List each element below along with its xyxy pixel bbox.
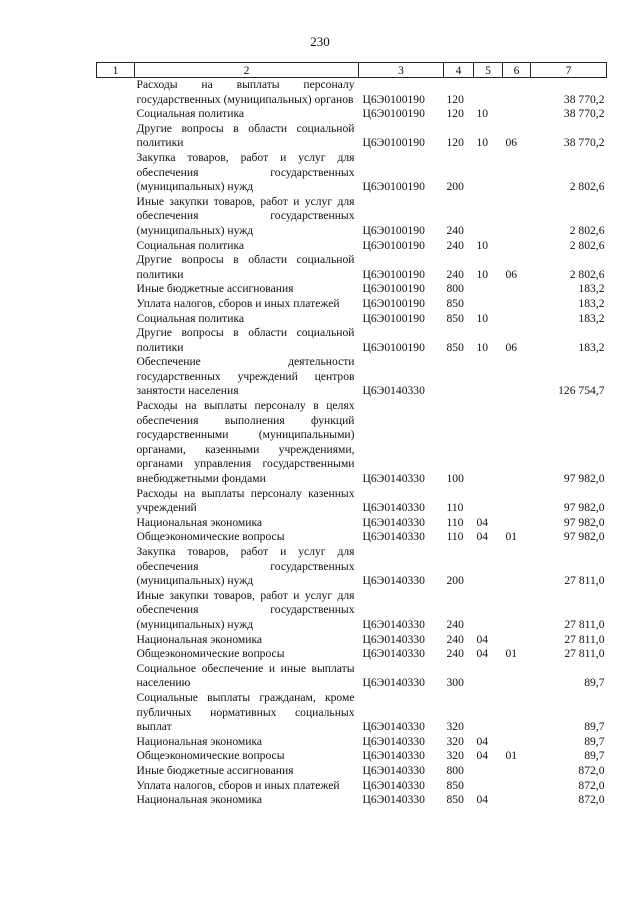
cell-number — [97, 312, 135, 327]
cell-section — [474, 78, 503, 108]
cell-name: Расходы на выплаты персоналу казенных учреждений — [136, 486, 355, 515]
table-row — [97, 239, 607, 254]
cell-section: 04 — [476, 793, 489, 807]
cell-target-code: Ц6Э0140330 — [362, 793, 425, 807]
cell-expense-type: 240 — [446, 617, 464, 631]
cell-number — [97, 297, 135, 312]
cell-target-code: Ц6Э0100190 — [362, 296, 425, 310]
cell-name: Национальная экономика — [136, 632, 263, 646]
cell-subsection: 01 — [505, 749, 518, 763]
cell-subsection — [503, 355, 531, 399]
cell-amount: 38 770,2 — [563, 136, 605, 150]
cell-number — [97, 749, 135, 764]
table-row — [97, 107, 607, 122]
cell-subsection — [503, 793, 531, 808]
cell-section — [474, 691, 503, 735]
cell-amount: 27 811,0 — [564, 617, 605, 631]
header-col-1: 1 — [97, 63, 135, 78]
cell-target-code: Ц6Э0140330 — [362, 647, 425, 661]
cell-amount: 89,7 — [584, 734, 605, 748]
cell-amount: 97 982,0 — [563, 530, 605, 544]
cell-section: 10 — [476, 311, 489, 325]
cell-number — [97, 647, 135, 662]
cell-number — [97, 589, 135, 633]
table-row — [97, 545, 607, 589]
cell-section: 04 — [476, 647, 489, 661]
cell-amount: 38 770,2 — [563, 92, 605, 106]
cell-name: Расходы на выплаты персоналу государственных (муниципальных) органов — [136, 78, 355, 106]
cell-name: Национальная экономика — [136, 734, 263, 748]
cell-number — [97, 516, 135, 531]
cell-expense-type: 320 — [446, 749, 464, 763]
table-row — [97, 297, 607, 312]
table-row — [97, 691, 607, 735]
cell-section — [474, 151, 503, 195]
cell-expense-type: 800 — [446, 282, 464, 296]
cell-subsection — [503, 151, 531, 195]
table-row — [97, 662, 607, 691]
cell-section: 10 — [476, 267, 489, 281]
cell-expense-type: 240 — [446, 647, 464, 661]
cell-section: 04 — [476, 515, 489, 529]
cell-amount: 872,0 — [578, 793, 605, 807]
cell-expense-type: 110 — [446, 515, 464, 529]
cell-section — [474, 282, 503, 297]
cell-number — [97, 326, 135, 355]
cell-expense-type: 300 — [446, 676, 464, 690]
table-row — [97, 764, 607, 779]
cell-name: Общеэкономические вопросы — [136, 647, 285, 661]
cell-number — [97, 195, 135, 239]
cell-subsection — [503, 545, 531, 589]
table-row — [97, 589, 607, 633]
cell-name: Уплата налогов, сборов и иных платежей — [136, 778, 340, 792]
cell-amount: 2 802,6 — [569, 267, 605, 281]
cell-section — [474, 297, 503, 312]
cell-target-code: Ц6Э0100190 — [362, 238, 425, 252]
cell-section: 04 — [476, 632, 489, 646]
cell-subsection — [503, 239, 531, 254]
cell-amount: 872,0 — [578, 778, 605, 792]
cell-section — [474, 662, 503, 691]
cell-amount: 872,0 — [578, 763, 605, 777]
cell-number — [97, 530, 135, 545]
cell-number — [97, 253, 135, 282]
cell-subsection — [503, 399, 531, 487]
cell-name: Уплата налогов, сборов и иных платежей — [136, 296, 340, 310]
cell-target-code: Ц6Э0140330 — [362, 734, 425, 748]
cell-target-code: Ц6Э0100190 — [362, 136, 425, 150]
cell-expense-type: 110 — [446, 530, 464, 544]
cell-number — [97, 78, 135, 108]
cell-name: Национальная экономика — [136, 793, 263, 807]
cell-number — [97, 735, 135, 750]
table-row — [97, 326, 607, 355]
cell-number — [97, 151, 135, 195]
cell-subsection — [503, 662, 531, 691]
cell-number — [97, 545, 135, 589]
table-row — [97, 779, 607, 794]
cell-section — [474, 355, 503, 399]
cell-amount: 183,2 — [578, 296, 605, 310]
cell-name: Закупка товаров, работ и услуг для обеспечения государственных (муниципальных) нужд — [136, 150, 355, 194]
cell-section: 10 — [476, 238, 489, 252]
cell-expense-type: 120 — [446, 107, 464, 121]
cell-target-code: Ц6Э0140330 — [362, 384, 425, 398]
table-row — [97, 633, 607, 648]
cell-expense-type: 240 — [446, 632, 464, 646]
cell-target-code: Ц6Э0140330 — [362, 530, 425, 544]
cell-target-code: Ц6Э0100190 — [362, 340, 425, 354]
cell-section — [474, 487, 503, 516]
cell-target-code: Ц6Э0100190 — [362, 92, 425, 106]
cell-expense-type: 850 — [446, 778, 464, 792]
table-body — [97, 78, 607, 808]
table-row — [97, 195, 607, 239]
cell-subsection: 06 — [505, 136, 518, 150]
table-row — [97, 151, 607, 195]
cell-target-code: Ц6Э0100190 — [362, 311, 425, 325]
cell-expense-type: 850 — [446, 311, 464, 325]
cell-expense-type: 200 — [446, 180, 464, 194]
cell-section: 04 — [476, 749, 489, 763]
table-row — [97, 735, 607, 750]
cell-subsection: 01 — [505, 647, 518, 661]
cell-amount: 27 811,0 — [564, 632, 605, 646]
cell-target-code: Ц6Э0140330 — [362, 778, 425, 792]
cell-amount: 183,2 — [578, 340, 605, 354]
cell-section: 04 — [476, 530, 489, 544]
cell-number — [97, 793, 135, 808]
cell-expense-type: 100 — [446, 472, 464, 486]
cell-expense-type — [444, 355, 474, 399]
table-row — [97, 122, 607, 151]
table-row — [97, 78, 607, 108]
cell-expense-type: 120 — [446, 92, 464, 106]
page-number: 230 — [310, 34, 330, 49]
cell-name: Другие вопросы в области социальной политики — [136, 121, 355, 150]
cell-amount: 97 982,0 — [563, 472, 605, 486]
cell-name: Расходы на выплаты персоналу в целях обеспечения выполнения функций государственными (муниципальными) органами, казенными учреждениями, органами управления государственными внебюджетными фондами — [136, 399, 355, 486]
cell-expense-type: 850 — [446, 296, 464, 310]
cell-amount: 38 770,2 — [563, 107, 605, 121]
cell-section: 04 — [476, 734, 489, 748]
cell-expense-type: 240 — [446, 238, 464, 252]
cell-subsection — [503, 78, 531, 108]
cell-target-code: Ц6Э0140330 — [362, 749, 425, 763]
header-col-5: 5 — [474, 63, 503, 78]
cell-number — [97, 487, 135, 516]
cell-target-code: Ц6Э0140330 — [362, 515, 425, 529]
cell-subsection — [503, 282, 531, 297]
cell-subsection — [503, 589, 531, 633]
cell-name: Социальная политика — [136, 311, 245, 325]
cell-target-code: Ц6Э0140330 — [362, 574, 425, 588]
cell-number — [97, 691, 135, 735]
cell-name: Национальная экономика — [136, 515, 263, 529]
cell-name: Общеэкономические вопросы — [136, 530, 285, 544]
cell-target-code: Ц6Э0100190 — [362, 107, 425, 121]
cell-target-code: Ц6Э0140330 — [362, 472, 425, 486]
cell-name: Иные закупки товаров, работ и услуг для обеспечения государственных (муниципальных) нужд — [136, 194, 355, 237]
cell-section: 10 — [476, 107, 489, 121]
cell-subsection — [503, 107, 531, 122]
cell-name: Социальная политика — [136, 238, 245, 252]
header-col-6: 6 — [503, 63, 531, 78]
cell-subsection — [503, 779, 531, 794]
cell-expense-type: 240 — [446, 267, 464, 281]
cell-subsection — [503, 633, 531, 648]
cell-expense-type: 110 — [446, 501, 464, 515]
cell-subsection — [503, 487, 531, 516]
cell-name: Обеспечение деятельности государственных учреждений центров занятости населения — [136, 355, 355, 398]
cell-number — [97, 122, 135, 151]
cell-expense-type: 320 — [446, 720, 464, 734]
cell-amount: 97 982,0 — [563, 515, 605, 529]
cell-number — [97, 633, 135, 648]
cell-name: Социальная политика — [136, 107, 245, 121]
cell-subsection: 06 — [505, 267, 518, 281]
cell-name: Общеэкономические вопросы — [136, 749, 285, 763]
cell-name: Закупка товаров, работ и услуг для обеспечения государственных (муниципальных) нужд — [136, 545, 355, 588]
cell-subsection — [503, 516, 531, 531]
cell-subsection: 06 — [505, 340, 518, 354]
cell-expense-type: 850 — [446, 793, 464, 807]
cell-subsection — [503, 312, 531, 327]
table-row — [97, 793, 607, 808]
header-col-2: 2 — [135, 63, 359, 78]
table-row — [97, 516, 607, 531]
cell-amount: 2 802,6 — [569, 238, 605, 252]
header-row — [97, 63, 607, 78]
cell-subsection — [503, 297, 531, 312]
cell-section: 10 — [476, 340, 489, 354]
cell-expense-type: 320 — [446, 734, 464, 748]
cell-name: Иные закупки товаров, работ и услуг для обеспечения государственных (муниципальных) нужд — [136, 588, 355, 631]
cell-amount: 89,7 — [584, 676, 605, 690]
cell-expense-type: 120 — [446, 136, 464, 150]
cell-target-code: Ц6Э0100190 — [362, 180, 425, 194]
cell-expense-type: 850 — [446, 340, 464, 354]
cell-amount: 126 754,7 — [558, 384, 605, 398]
cell-target-code: Ц6Э0100190 — [362, 282, 425, 296]
table-row — [97, 530, 607, 545]
cell-target-code: Ц6Э0140330 — [362, 763, 425, 777]
cell-target-code: Ц6Э0100190 — [362, 223, 425, 237]
cell-number — [97, 399, 135, 487]
table-row — [97, 647, 607, 662]
cell-number — [97, 779, 135, 794]
cell-amount: 183,2 — [578, 311, 605, 325]
header-col-3: 3 — [359, 63, 444, 78]
cell-amount: 89,7 — [584, 749, 605, 763]
cell-number — [97, 107, 135, 122]
table-row — [97, 312, 607, 327]
cell-subsection — [503, 691, 531, 735]
cell-amount: 89,7 — [584, 720, 605, 734]
cell-name: Иные бюджетные ассигнования — [136, 282, 294, 296]
cell-name: Другие вопросы в области социальной политики — [136, 253, 355, 281]
cell-target-code: Ц6Э0140330 — [362, 501, 425, 515]
cell-target-code: Ц6Э0140330 — [362, 632, 425, 646]
cell-name: Иные бюджетные ассигнования — [136, 763, 294, 777]
cell-number — [97, 239, 135, 254]
cell-amount: 2 802,6 — [569, 223, 605, 237]
cell-target-code: Ц6Э0140330 — [362, 617, 425, 631]
table-row — [97, 282, 607, 297]
table-row — [97, 399, 607, 487]
header-col-7: 7 — [531, 63, 607, 78]
table-row — [97, 487, 607, 516]
table-row — [97, 355, 607, 399]
cell-number — [97, 282, 135, 297]
cell-amount: 27 811,0 — [564, 574, 605, 588]
cell-name: Другие вопросы в области социальной политики — [136, 326, 355, 354]
cell-number — [97, 662, 135, 691]
table-row — [97, 253, 607, 282]
cell-subsection — [503, 735, 531, 750]
cell-expense-type: 800 — [446, 763, 464, 777]
cell-name: Социальное обеспечение и иные выплаты населению — [136, 661, 355, 690]
cell-amount: 97 982,0 — [563, 501, 605, 515]
cell-section — [474, 399, 503, 487]
table-row — [97, 749, 607, 764]
cell-section — [474, 764, 503, 779]
cell-amount: 27 811,0 — [564, 647, 605, 661]
cell-section — [474, 545, 503, 589]
cell-section: 10 — [476, 136, 489, 150]
cell-expense-type: 200 — [446, 574, 464, 588]
cell-target-code: Ц6Э0140330 — [362, 720, 425, 734]
cell-section — [474, 779, 503, 794]
cell-subsection — [503, 195, 531, 239]
cell-amount: 183,2 — [578, 282, 605, 296]
budget-table — [96, 62, 607, 808]
cell-number — [97, 355, 135, 399]
cell-section — [474, 195, 503, 239]
cell-subsection — [503, 764, 531, 779]
cell-target-code: Ц6Э0140330 — [362, 676, 425, 690]
cell-target-code: Ц6Э0100190 — [362, 267, 425, 281]
cell-expense-type: 240 — [446, 223, 464, 237]
cell-name: Социальные выплаты гражданам, кроме публичных нормативных социальных выплат — [136, 690, 355, 734]
cell-subsection: 01 — [505, 530, 518, 544]
header-col-4: 4 — [444, 63, 474, 78]
cell-section — [474, 589, 503, 633]
cell-number — [97, 764, 135, 779]
cell-amount: 2 802,6 — [569, 180, 605, 194]
